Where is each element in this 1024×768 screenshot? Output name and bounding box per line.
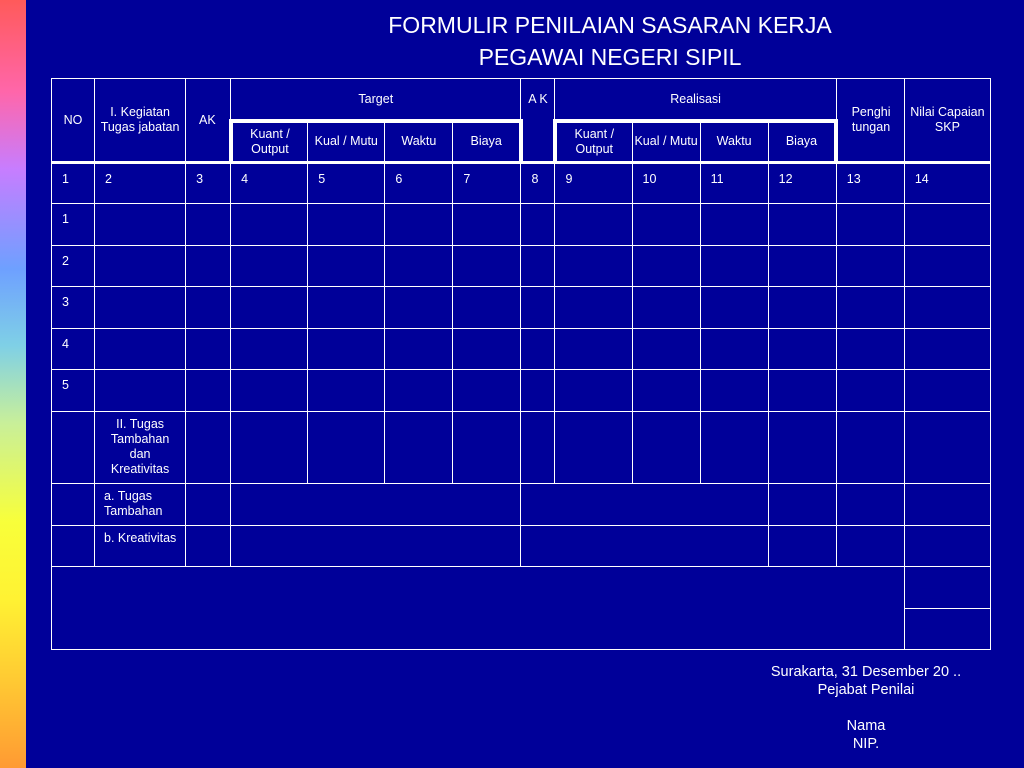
row-number: 3 (52, 287, 95, 329)
table-cell (231, 412, 308, 484)
realisasi-kual-mutu: Kual / Mutu (632, 121, 700, 163)
table-cell (904, 484, 990, 526)
table-cell (768, 246, 836, 287)
table-cell (768, 526, 836, 567)
column-number: 12 (768, 163, 836, 204)
table-cell (95, 204, 186, 246)
table-cell (700, 246, 768, 287)
table-cell (186, 246, 231, 287)
column-number: 5 (308, 163, 385, 204)
signature-block (738, 663, 994, 753)
signature-gap (738, 699, 994, 717)
table-cell (453, 370, 521, 412)
column-number: 4 (231, 163, 308, 204)
form-title-line1: FORMULIR PENILAIAN SASARAN KERJA (388, 12, 832, 38)
header-ak-2: A K (521, 79, 555, 163)
target-kual-mutu: Kual / Mutu (308, 121, 385, 163)
table-cell (904, 246, 990, 287)
header-row-main (52, 79, 991, 121)
table-cell (555, 204, 632, 246)
row-number: 1 (52, 204, 95, 246)
table-cell (186, 412, 231, 484)
merged-realisasi-cell (521, 526, 768, 567)
table-cell (186, 329, 231, 370)
signature-place-date: Surakarta, 31 Desember 20 .. (770, 664, 962, 680)
table-cell (836, 370, 904, 412)
table-cell (186, 204, 231, 246)
table-cell (95, 287, 186, 329)
table-cell (904, 526, 990, 567)
table-cell (768, 329, 836, 370)
table-row (52, 370, 991, 412)
table-cell (768, 484, 836, 526)
table-row (52, 329, 991, 370)
form-title-line2: PEGAWAI NEGERI SIPIL (478, 44, 742, 70)
column-number: 3 (186, 163, 231, 204)
table-cell (768, 412, 836, 484)
header-nilai-capaian-skp: Nilai Capaian SKP (904, 79, 990, 163)
table-cell (700, 287, 768, 329)
table-cell (904, 370, 990, 412)
table-cell (52, 526, 95, 567)
table-cell (186, 526, 231, 567)
gradient-side-stripe (0, 0, 26, 768)
table-cell (308, 412, 385, 484)
table-cell (632, 412, 700, 484)
table-cell (555, 329, 632, 370)
summary-row (52, 567, 991, 609)
table-cell (521, 329, 555, 370)
column-number: 10 (632, 163, 700, 204)
table-cell (521, 412, 555, 484)
table-cell (768, 287, 836, 329)
table-cell (308, 246, 385, 287)
column-number: 6 (385, 163, 453, 204)
table-row (52, 287, 991, 329)
row-number: 2 (52, 246, 95, 287)
table-cell (836, 204, 904, 246)
assessment-table (51, 78, 991, 650)
table-cell (453, 246, 521, 287)
row-number: 4 (52, 329, 95, 370)
table-cell (904, 204, 990, 246)
table-cell (52, 412, 95, 484)
table-cell (836, 412, 904, 484)
table-cell (385, 329, 453, 370)
table-cell (555, 287, 632, 329)
table-row (52, 246, 991, 287)
table-cell (836, 287, 904, 329)
column-number: 2 (95, 163, 186, 204)
column-number: 14 (904, 163, 990, 204)
merged-target-cell (231, 526, 521, 567)
table-cell (521, 246, 555, 287)
table-cell (186, 287, 231, 329)
table-cell (836, 526, 904, 567)
table-cell (95, 370, 186, 412)
column-number: 9 (555, 163, 632, 204)
table-cell (52, 484, 95, 526)
tugas-tambahan-label: a. Tugas Tambahan (95, 484, 186, 526)
table-cell (385, 246, 453, 287)
table-cell (95, 329, 186, 370)
header-realisasi: Realisasi (555, 79, 836, 121)
realisasi-biaya: Biaya (768, 121, 836, 163)
table-cell (904, 329, 990, 370)
table-cell (836, 246, 904, 287)
table-cell (700, 370, 768, 412)
header-penghitungan: Penghi tungan (836, 79, 904, 163)
table-cell (308, 204, 385, 246)
table-cell (632, 287, 700, 329)
table-cell (231, 370, 308, 412)
tugas-tambahan-row (52, 484, 991, 526)
table-cell (904, 412, 990, 484)
signature-role: Pejabat Penilai (817, 682, 915, 698)
kreativitas-row (52, 526, 991, 567)
column-number: 8 (521, 163, 555, 204)
summary-value-cell (904, 567, 990, 609)
column-number: 13 (836, 163, 904, 204)
table-cell (385, 412, 453, 484)
merged-target-cell (231, 484, 521, 526)
table-cell (768, 204, 836, 246)
table-cell (308, 370, 385, 412)
column-number-row (52, 163, 991, 204)
table-cell (186, 370, 231, 412)
target-waktu: Waktu (385, 121, 453, 163)
table-cell (385, 287, 453, 329)
table-cell (231, 329, 308, 370)
table-cell (555, 370, 632, 412)
header-target: Target (231, 79, 521, 121)
target-kuant-output: Kuant / Output (231, 121, 308, 163)
table-cell (768, 370, 836, 412)
table-cell (632, 329, 700, 370)
table-cell (308, 329, 385, 370)
table-cell (385, 204, 453, 246)
table-cell (453, 412, 521, 484)
table-cell (231, 287, 308, 329)
section2-title: II. Tugas Tambahan dan Kreativitas (95, 412, 186, 484)
table-cell (904, 287, 990, 329)
signature-name: Nama (846, 718, 886, 734)
kreativitas-label: b. Kreativitas (95, 526, 186, 567)
table-cell (385, 370, 453, 412)
realisasi-kuant-output: Kuant / Output (555, 121, 632, 163)
table-cell (555, 412, 632, 484)
table-row (52, 204, 991, 246)
table-cell (555, 246, 632, 287)
table-cell (231, 246, 308, 287)
realisasi-waktu: Waktu (700, 121, 768, 163)
section2-row (52, 412, 991, 484)
table-cell (700, 412, 768, 484)
table-cell (453, 287, 521, 329)
table-cell (521, 287, 555, 329)
column-number: 1 (52, 163, 95, 204)
header-kegiatan-tugas-jabatan: I. Kegiatan Tugas jabatan (95, 79, 186, 163)
table-cell (231, 204, 308, 246)
summary-value-cell (904, 609, 990, 650)
column-number: 7 (453, 163, 521, 204)
signature-nip: NIP. (852, 736, 880, 752)
table-cell (632, 246, 700, 287)
row-number: 5 (52, 370, 95, 412)
table-cell (836, 484, 904, 526)
summary-merged-cell (52, 567, 905, 650)
table-cell (632, 204, 700, 246)
table-cell (521, 370, 555, 412)
table-cell (632, 370, 700, 412)
table-cell (700, 204, 768, 246)
table-cell (186, 484, 231, 526)
table-cell (453, 204, 521, 246)
merged-realisasi-cell (521, 484, 768, 526)
header-no: NO (52, 79, 95, 163)
table-cell (836, 329, 904, 370)
target-biaya: Biaya (453, 121, 521, 163)
table-cell (453, 329, 521, 370)
table-cell (308, 287, 385, 329)
column-number: 11 (700, 163, 768, 204)
table-cell (521, 204, 555, 246)
header-ak: AK (186, 79, 231, 163)
table-cell (700, 329, 768, 370)
table-cell (95, 246, 186, 287)
